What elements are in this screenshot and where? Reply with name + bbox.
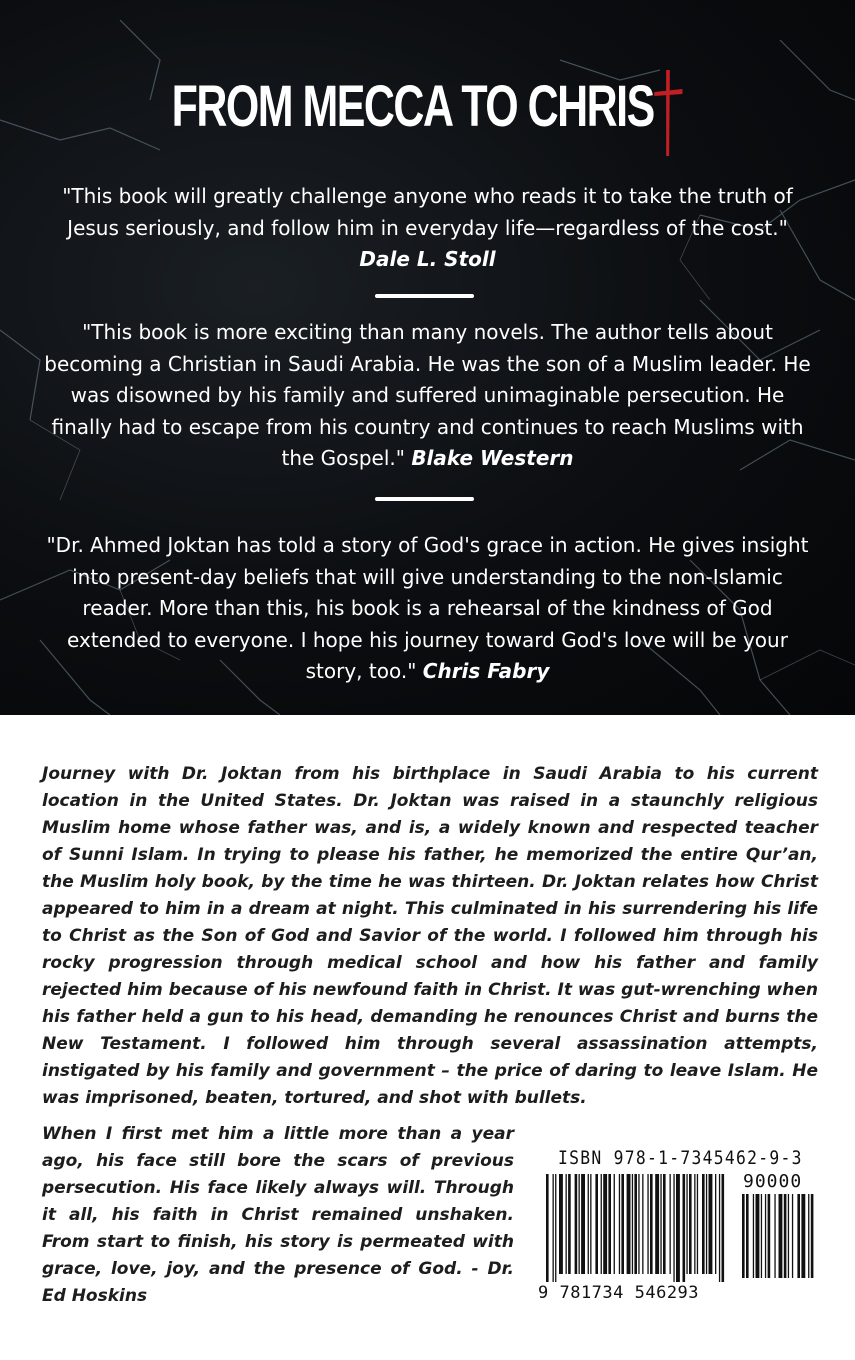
barcode-bar bbox=[579, 1174, 580, 1274]
barcode-bar bbox=[595, 1174, 598, 1274]
barcode-bar bbox=[581, 1174, 585, 1274]
barcode-bar bbox=[603, 1174, 607, 1274]
barcode-bar bbox=[694, 1174, 695, 1274]
barcode-bar bbox=[642, 1174, 643, 1274]
barcode-bar bbox=[660, 1174, 661, 1274]
barcode-bar bbox=[788, 1194, 789, 1278]
barcode-bar bbox=[686, 1174, 687, 1274]
barcode-bar bbox=[588, 1174, 589, 1274]
barcode-bar bbox=[608, 1174, 611, 1274]
endorsement-quote-1 bbox=[40, 181, 815, 276]
barcode-bar bbox=[753, 1194, 754, 1278]
red-cross-icon bbox=[654, 68, 684, 158]
book-title bbox=[111, 62, 744, 152]
quote-divider bbox=[375, 294, 474, 298]
barcode-bar bbox=[632, 1174, 633, 1274]
barcode-bar bbox=[689, 1174, 692, 1274]
barcode-bar bbox=[683, 1174, 686, 1282]
barcode-bar bbox=[706, 1174, 707, 1274]
barcode-bar bbox=[566, 1174, 567, 1274]
barcode-bar bbox=[765, 1194, 766, 1278]
barcode-bar bbox=[808, 1194, 809, 1278]
barcode-bar bbox=[568, 1174, 571, 1274]
isbn-barcode bbox=[538, 1140, 818, 1310]
book-title-text: FROM MECCA TO CHRIS bbox=[171, 74, 654, 139]
endorsement-quote-3 bbox=[40, 530, 815, 688]
barcode-bar bbox=[638, 1174, 639, 1274]
barcode-bar bbox=[647, 1174, 648, 1274]
barcode-bar bbox=[650, 1174, 653, 1274]
barcode-bar bbox=[746, 1194, 749, 1278]
barcode-bar bbox=[702, 1174, 705, 1274]
barcode-bar bbox=[670, 1174, 671, 1274]
barcode-bar bbox=[801, 1194, 805, 1278]
barcode-bar bbox=[559, 1174, 563, 1274]
book-summary-paragraph-2: When I first met him a little more than a year ago, his face still bore the scars of previous persecution. His face likely always will. Through it all, his faith in Christ remained unshaken. From start to finish, his story is permeated with grace, love, joy, and the presence of God. - Dr. Ed Hoskins bbox=[42, 1124, 514, 1306]
isbn-label: ISBN 978-1-7345462-9-3 bbox=[558, 1147, 803, 1169]
barcode-bar bbox=[553, 1174, 554, 1282]
barcode-bar bbox=[756, 1194, 760, 1278]
barcode-bar bbox=[673, 1174, 674, 1282]
barcode-bar bbox=[768, 1194, 771, 1278]
barcode-bar bbox=[792, 1194, 793, 1278]
barcode-bar bbox=[797, 1194, 800, 1278]
barcode-bar bbox=[761, 1194, 762, 1278]
barcode-bar bbox=[590, 1174, 591, 1274]
barcode-bar bbox=[663, 1174, 666, 1274]
barcode-bar bbox=[555, 1174, 556, 1282]
barcode-bar bbox=[575, 1174, 578, 1274]
book-summary-paragraph-1: Journey with Dr. Joktan from his birthplace in Saudi Arabia to his current location in the United States. Dr. Joktan was raised in a staunchly religious Muslim home whose father was, and is, a widely known and respected teacher of Sunni Islam. In trying to please his father, he memorized the entire Qur’an, the Muslim holy book, by the time he was thirteen. Dr. Joktan relates how Christ appeared to him in a dream at night. This culminated in his surrendering his life to Christ as the Son of God and Savior of the world. I followed him through his rocky progression through medical school and how his father and family rejected him because of his newfound faith in Christ. It was gut-wrenching when his father held a gun to his head, demanding he renounces Christ and burns the New Testament. I followed him through several assassination attempts, instigated by his family and government – the price of daring to leave Islam. He was imprisoned, beaten, tortured, and shot with bullets. bbox=[42, 764, 818, 1108]
quote-text: "Dr. Ahmed Joktan has told a story of God's grace in action. He gives insight into present-day beliefs that will give understanding to the non-Islamic reader. More than this, his book is a rehearsal of the kindness of God extended to everyone. I hope his journey toward God's love will be your story, too." bbox=[46, 533, 809, 683]
barcode-bar bbox=[779, 1194, 783, 1278]
ean-digits: 9 781734 546293 bbox=[538, 1283, 700, 1303]
quote-author: Dale L. Stoll bbox=[359, 247, 496, 271]
barcode-bar bbox=[697, 1174, 698, 1274]
quote-divider bbox=[375, 497, 474, 501]
barcode-bar bbox=[546, 1174, 549, 1282]
barcode-bar bbox=[715, 1174, 716, 1274]
barcode-bar bbox=[774, 1194, 775, 1278]
barcode-bar bbox=[742, 1194, 745, 1278]
barcode-bar bbox=[709, 1174, 713, 1274]
endorsement-quote-2 bbox=[40, 317, 815, 475]
quote-author: Blake Western bbox=[411, 446, 574, 470]
quote-text: "This book is more exciting than many novels. The author tells about becoming a Christian in Saudi Arabia. He was the son of a Muslim leader. He was disowned by his family and suffered unimaginable persecution. He finally had to escape from his country and continues to reach Muslims with the Gospel." bbox=[44, 320, 811, 470]
barcode-bar bbox=[634, 1174, 637, 1274]
barcode-bar bbox=[655, 1174, 659, 1274]
quote-text: "This book will greatly challenge anyone who reads it to take the truth of Jesus seriously, and follow him in everyday life—regardless of the cost." bbox=[62, 184, 793, 240]
price-code: 90000 bbox=[743, 1171, 818, 1193]
quote-author: Chris Fabry bbox=[422, 659, 550, 683]
barcode-bar bbox=[784, 1194, 787, 1278]
barcode-bar bbox=[722, 1174, 725, 1282]
barcode-bar bbox=[627, 1174, 631, 1274]
barcode-bar bbox=[719, 1174, 720, 1282]
barcode-bar bbox=[811, 1194, 814, 1278]
barcode-bar bbox=[676, 1174, 680, 1282]
barcode-bar bbox=[621, 1174, 624, 1274]
barcode-bar bbox=[614, 1174, 615, 1274]
barcode-bar bbox=[619, 1174, 620, 1274]
barcode-bar bbox=[601, 1174, 602, 1274]
